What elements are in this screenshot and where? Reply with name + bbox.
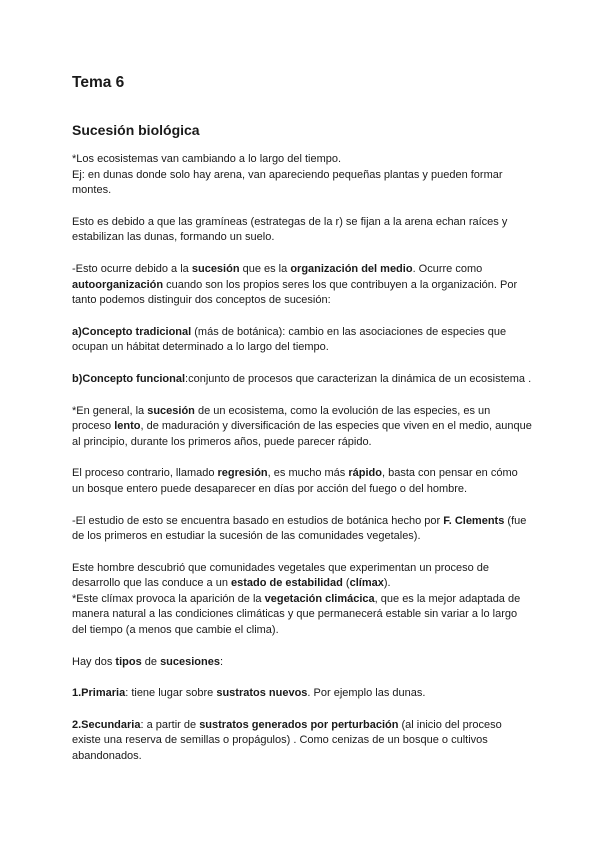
p9-bold-2: clímax xyxy=(349,577,384,590)
p6-bold-2: lento xyxy=(114,420,141,433)
p6-text-2: de un ecosistema, como la evolución de las especies, es un proceso xyxy=(72,404,491,433)
p10-bold-1: tipos xyxy=(115,655,142,668)
p5-bold-1: b)Concepto funcional xyxy=(72,372,186,385)
paragraph-6 xyxy=(72,404,532,451)
p3-text-3: . Ocurre como xyxy=(412,262,483,275)
p6-bold-1: sucesión xyxy=(147,404,195,417)
p9-text-2: ( xyxy=(342,577,350,590)
p12-text-2: (al inicio del proceso existe una reserva de semillas o propágulos) . Como cenizas de un bosque o cultivos abandonados. xyxy=(72,718,502,763)
p3-bold-3: autoorganización xyxy=(72,278,164,291)
paragraph-12 xyxy=(72,718,532,765)
p9-text-5: , que es la mejor adaptada de manera natural a las condiciones climáticas y que permanecerá estable sin variar a lo largo del tiempo (a menos que cambie el clima). xyxy=(72,592,521,637)
p12-bold-1: 2.Secundaria xyxy=(72,718,141,731)
document-body xyxy=(72,152,532,765)
page-title: Tema 6 xyxy=(72,74,125,91)
p3-bold-1: sucesión xyxy=(191,262,240,275)
paragraph-3 xyxy=(72,262,532,309)
p5-text-1: :conjunto de procesos que caracterizan la dinámica de un ecosistema . xyxy=(185,372,532,385)
p6-text-1: *En general, la xyxy=(72,404,148,417)
p9-text-1: Este hombre descubrió que comunidades vegetales que experimentan un proceso de desarrollo que las conduce a un xyxy=(72,561,490,590)
p7-bold-1: regresión xyxy=(217,467,268,480)
paragraph-4 xyxy=(72,325,532,356)
paragraph-1 xyxy=(72,152,532,199)
p9-text-4: *Este clímax provoca la aparición de la xyxy=(72,592,265,605)
p10-text-1: Hay dos xyxy=(72,655,116,668)
p7-bold-2: rápido xyxy=(348,467,382,480)
p7-text-1: El proceso contrario, llamado xyxy=(72,467,218,480)
p3-bold-2: organización del medio xyxy=(290,262,413,275)
p7-text-2: , es mucho más xyxy=(267,467,349,480)
p8-bold-1: F. Clements xyxy=(443,514,505,527)
p12-text-1: : a partir de xyxy=(140,718,200,731)
p10-text-2: de xyxy=(141,655,161,668)
paragraph-8 xyxy=(72,514,532,545)
p4-text-1: (más de botánica): cambio en las asociaciones de especies que ocupan un hábitat determinado a lo largo del tiempo. xyxy=(72,325,507,354)
p11-bold-2: sustratos nuevos xyxy=(216,687,308,700)
p3-text-2: que es la xyxy=(239,262,291,275)
p9-bold-1: estado de estabilidad xyxy=(231,577,343,590)
paragraph-2: Esto es debido a que las gramíneas (estrategas de la r) se fijan a la arena echan raíces y estabilizan las dunas, formando un suelo. xyxy=(72,215,508,244)
p4-bold-1: a)Concepto tradicional xyxy=(72,325,192,338)
p3-text-1: -Esto ocurre debido a la xyxy=(72,262,192,275)
p3-text-4: cuando son los propios seres los que contribuyen a la organización. Por tanto podemos distinguir dos conceptos de sucesión: xyxy=(72,278,518,307)
p10-text-3: : xyxy=(219,655,224,668)
paragraph-11 xyxy=(72,686,532,702)
p9-bold-3: vegetación climácica xyxy=(264,592,375,605)
p11-bold-1: 1.Primaria xyxy=(72,687,126,700)
p12-bold-2: sustratos generados por perturbación xyxy=(199,718,399,731)
p7-text-3: , basta con pensar en cómo un bosque entero puede desaparecer en días por acción del fuego o del hombre. xyxy=(72,467,518,495)
p11-text-2: . Por ejemplo las dunas. xyxy=(307,687,426,700)
section-title: Sucesión biológica xyxy=(72,122,200,138)
p11-text-1: : tiene lugar sobre xyxy=(125,687,217,700)
p9-text-3: ). xyxy=(383,577,391,590)
p10-bold-2: sucesiones xyxy=(160,655,220,668)
paragraph-7 xyxy=(72,466,532,497)
p8-text-1: -El estudio de esto se encuentra basado en estudios de botánica hecho por xyxy=(72,514,444,527)
p1-line-1: *Los ecosistemas van cambiando a lo largo del tiempo. xyxy=(72,153,342,165)
paragraph-10 xyxy=(72,655,532,671)
p8-text-2: (fue de los primeros en estudiar la sucesión de las comunidades vegetales). xyxy=(72,514,527,543)
p6-text-3: , de maduración y diversificación de las especies que viven en el medio, aunque al principio, durante los primeros años, puede parecer rápido. xyxy=(72,420,532,448)
paragraph-9 xyxy=(72,561,532,639)
p1-line-2: Ej: en dunas donde solo hay arena, van apareciendo pequeñas plantas y pueden formar montes. xyxy=(72,168,503,197)
paragraph-5 xyxy=(72,372,532,388)
